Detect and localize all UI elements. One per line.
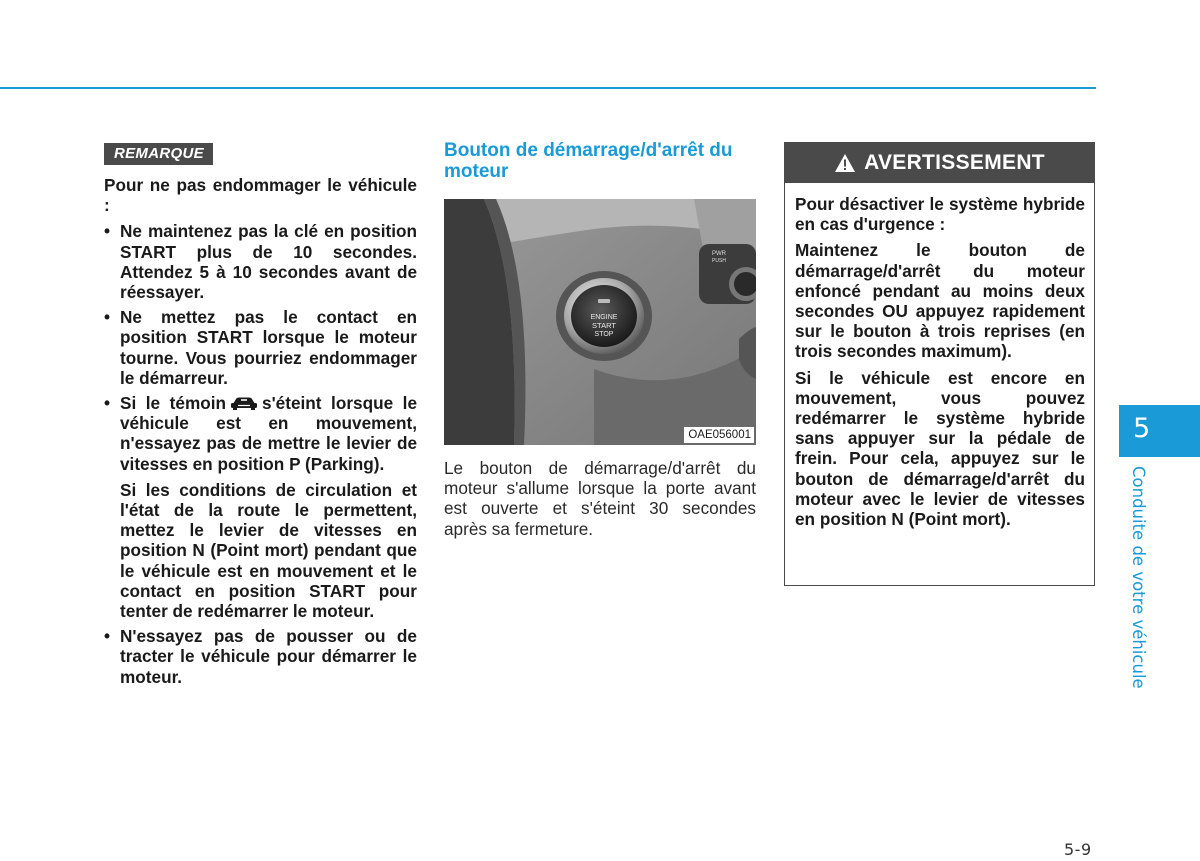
section-column <box>444 140 756 556</box>
chapter-number: 5 <box>1133 413 1151 444</box>
remark-bullet-text: Si le témoin s'éteint lorsque le véhicule est en mouvement, n'essayez pas de mettre le levier de vitesses en position P (Parking). <box>120 393 418 474</box>
figure-code: OAE056001 <box>684 427 754 443</box>
warning-paragraph: Maintenez le bouton de démarrage/d'arrêt du moteur enfoncé pendant au moins deux secondes OU appuyez rapidement sur le bouton à trois reprises (en trois secondes maximum). <box>795 240 1085 362</box>
remark-bullet-3: • Si le témoin s'éteint lorsque le véhicule est en mouvement, n'essayez pas de mettre le levier de vitesses en position P (Parking). Si les conditions de circulation et l'état de la route le permettent, mettez le levier de vitesses en position N (Point mort) pendant que le véhicule est en mouvement et le contact en position START pour tenter de redémarrer le moteur. <box>104 393 418 622</box>
remark-bullet-4: • N'essayez pas de pousser ou de tracter le véhicule pour démarrer le moteur. <box>104 626 417 687</box>
chapter-title: Conduite de votre véhicule <box>1129 466 1148 689</box>
section-heading: Bouton de démarrage/d'arrêt du moteur <box>444 140 733 182</box>
button-text-start: START <box>592 321 616 330</box>
pwr-text: PWR <box>712 251 726 257</box>
remark-bullet-1: • Ne maintenez pas la clé en position START plus de 10 secondes. Attendez 5 à 10 secondes avant de réessayer. <box>104 221 417 303</box>
warning-header <box>785 143 1094 183</box>
warning-body <box>785 183 1094 529</box>
remark-bullet-text: Ne mettez pas le contact en position START lorsque le moteur tourne. Vous pourriez endommager le démarreur. <box>120 307 417 388</box>
button-text-stop: STOP <box>594 331 614 338</box>
remark-bullet-text: N'essayez pas de pousser ou de tracter le véhicule pour démarrer le moteur. <box>120 626 417 687</box>
remark-bullet-text: Ne maintenez pas la clé en position START plus de 10 secondes. Attendez 5 à 10 secondes avant de réessayer. <box>120 221 417 303</box>
remark-bullet-subtext: Si les conditions de circulation et l'état de la route le permettent, mettez le levier de vitesses en position N (Point mort) pendant que le véhicule est en mouvement et le contact en position START pour tenter de redémarrer le moteur. <box>120 479 417 622</box>
section-body: Le bouton de démarrage/d'arrêt du moteur s'allume lorsque la porte avant est ouverte et s'éteint 30 secondes après sa fermeture. <box>444 458 756 539</box>
chapter-tab <box>1119 405 1200 457</box>
warning-paragraph: Si le véhicule est encore en mouvement, vous pouvez redémarrer le système hybride sans appuyer sur la pédale de frein. Pour cela, appuyez sur le bouton de démarrage/d'arrêt du moteur avec le levier de vitesses en position N (Point mort). <box>795 367 1085 530</box>
warning-title: AVERTISSEMENT <box>864 151 1045 174</box>
engine-button-figure <box>444 199 756 445</box>
engine-button-illustration <box>444 199 756 445</box>
page-number: 5-9 <box>1064 840 1092 859</box>
remark-intro: Pour ne pas endommager le véhicule : <box>104 175 417 216</box>
remark-column <box>104 143 417 692</box>
remark-bullet-2: • Ne mettez pas le contact en position START lorsque le moteur tourne. Vous pourriez endommager le démarreur. <box>104 307 417 388</box>
push-text: PUSH <box>712 258 726 264</box>
warning-paragraph: Pour désactiver le système hybride en cas d'urgence : <box>795 194 1085 235</box>
remark-list <box>104 221 417 686</box>
warning-box <box>784 142 1095 586</box>
ready-indicator-icon <box>229 395 259 411</box>
button-text-engine: ENGINE <box>590 314 618 321</box>
warning-triangle-icon <box>834 153 856 173</box>
top-rule <box>0 87 1096 89</box>
remark-label: REMARQUE <box>104 143 213 165</box>
